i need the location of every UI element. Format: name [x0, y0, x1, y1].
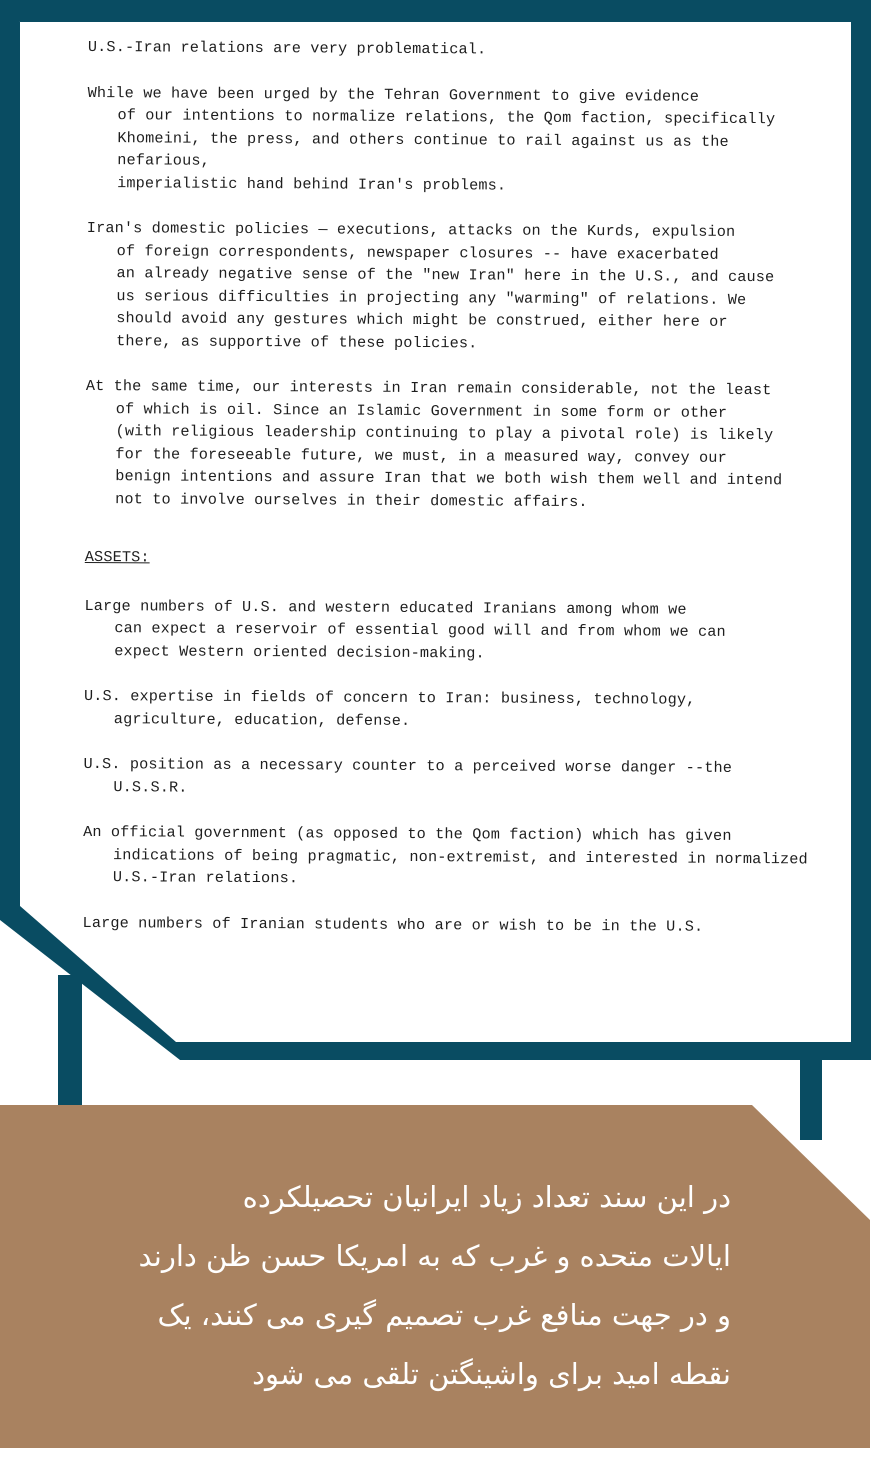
caption-line: و در جهت منافع غرب تصمیم گیری می کنند، یک — [157, 1298, 731, 1332]
text-line: us serious difficulties in projecting any "warming" of relations. We — [116, 286, 747, 309]
text-line: An official government (as opposed to the Qom faction) which has given — [83, 822, 732, 845]
text-line: Khomeini, the press, and others continue to rail against us as the nefarious, — [117, 128, 729, 170]
text-line: can expect a reservoir of essential good will and from whom we can — [114, 619, 726, 641]
text-line: expect Western oriented decision-making. — [114, 641, 485, 662]
asset-item — [83, 753, 823, 803]
caption-line: ایالات متحده و غرب که به امریکا حسن ظن دارند — [138, 1239, 731, 1273]
text-line: Large numbers of Iranian students who are or wish to be in the U.S. — [82, 913, 704, 936]
document-page — [82, 36, 828, 962]
text-line: U.S. expertise in fields of concern to Iran: business, technology, — [83, 686, 696, 709]
text-line: U.S.S.R. — [113, 777, 188, 797]
paragraph — [85, 375, 826, 515]
text-line: of which is oil. Since an Islamic Government in some form or other — [115, 399, 728, 422]
caption-line: در این سند تعداد زیاد ایرانیان تحصیلکرده — [242, 1180, 731, 1214]
text-line: an already negative sense of the "new Iran" here in the U.S., and cause — [116, 264, 775, 287]
text-line: Iran's domestic policies — executions, attacks on the Kurds, expulsion — [86, 218, 736, 241]
asset-item — [83, 821, 823, 893]
text-line: there, as supportive of these policies. — [116, 331, 478, 352]
text-line: for the foreseeable future, we must, in a measured way, convey our — [115, 444, 727, 467]
text-line: agriculture, education, defense. — [113, 709, 411, 730]
text-line: of foreign correspondents, newspaper closures -- have exacerbated — [116, 241, 719, 264]
paragraph — [88, 36, 828, 63]
text-line: indications of being pragmatic, non-extremist, and interested in normalized — [112, 845, 808, 868]
caption-text — [91, 1168, 731, 1404]
text-line: should avoid any gestures which might be construed, either here or — [116, 309, 728, 331]
text-line: U.S.-Iran relations. — [112, 868, 299, 888]
text-line: imperialistic hand behind Iran's problems. — [117, 173, 507, 195]
assets-heading: ASSETS: — [84, 547, 150, 567]
text-line: At the same time, our interests in Iran remain considerable, not the least — [85, 376, 772, 400]
paragraph — [87, 81, 828, 198]
text-line: not to involve ourselves in their domestic affairs. — [115, 489, 588, 511]
text-line: U.S. position as a necessary counter to a perceived worse danger --the — [83, 754, 733, 777]
text-line: benign intentions and assure Iran that we both wish them well and intend — [115, 467, 783, 490]
paragraph — [86, 217, 827, 357]
text-line: of our intentions to normalize relations, the Qom faction, specifically — [117, 106, 776, 129]
frame-right-post — [800, 1060, 822, 1140]
asset-item — [84, 594, 824, 666]
asset-item — [84, 685, 824, 735]
caption-line: نقطه امید برای واشینگتن تلقی می شود — [252, 1357, 731, 1391]
text-line: Large numbers of U.S. and western educated Iranians among whom we — [84, 596, 687, 619]
asset-item — [83, 911, 823, 938]
text-line: U.S.-Iran relations are very problematical. — [87, 37, 487, 59]
text-line: While we have been urged by the Tehran Government to give evidence — [87, 83, 700, 106]
frame-left-post — [58, 975, 82, 1125]
text-line: (with religious leadership continuing to play a pivotal role) is likely — [115, 422, 774, 445]
